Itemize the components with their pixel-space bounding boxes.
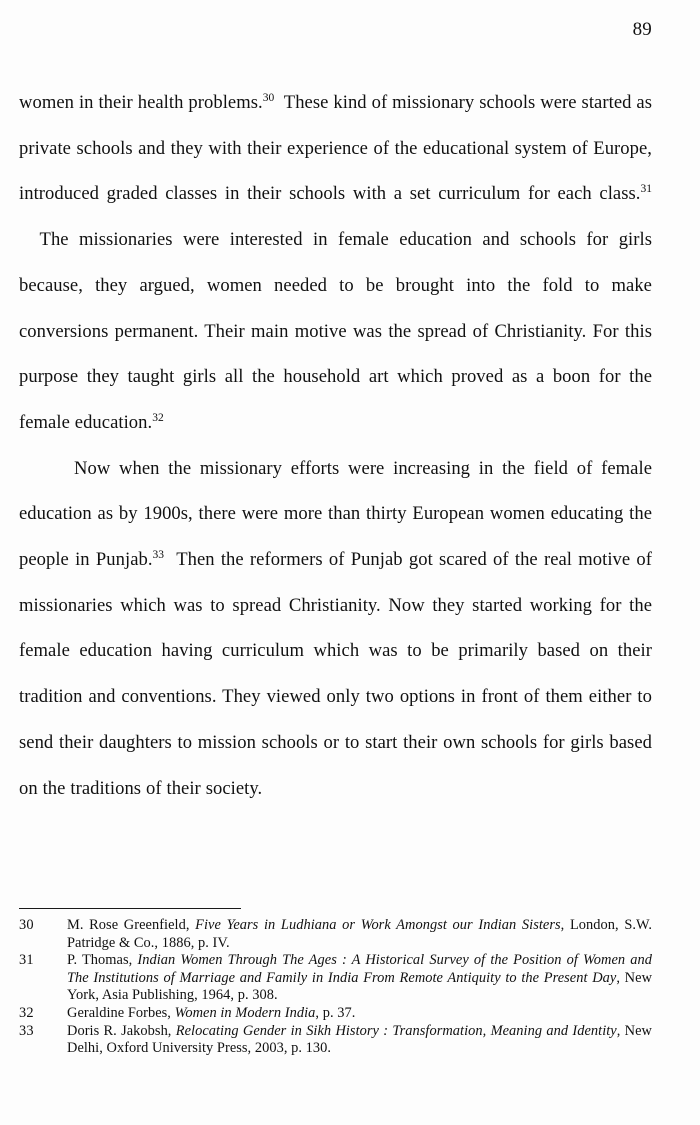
title-italic: Relocating Gender in Sikh History : Transformation, Meaning and Identity (175, 1022, 617, 1039)
text-run: Now when the missionary efforts were increasing in the field of female education as by 1900s, there were more than thirty European women educating the people in Punjab. (19, 457, 652, 571)
footnote-number: 31 (19, 952, 34, 969)
text-run: , New York, Asia Publishing, 1964, p. 308. (67, 969, 653, 1004)
footnote-number: 30 (19, 917, 34, 933)
text-run: , New Delhi, Oxford University Press, 2003, p. 130. (67, 1022, 652, 1057)
body-paragraph (19, 80, 652, 446)
footnote-marker[interactable]: 31 (640, 183, 652, 196)
text-run: The missionaries were interested in female education and schools for girls because, they argued, women needed to be brought into the fold to make conversions permanent. Their main motive was the spread of Christianity. For this purpose they taught girls all the household art which proved as a boon for the female education. (19, 229, 652, 433)
footnote-number: 33 (19, 1022, 34, 1039)
footnote-separator-rule (19, 908, 241, 909)
footnote-entry (19, 1005, 652, 1023)
footnotes-block (19, 908, 652, 1058)
title-italic: Indian Women Through The Ages : A Historical Survey of the Position of Women and The Institutions of Marriage and Family in India From Remote Antiquity to the Present Day (67, 952, 652, 986)
text-run: These kind of missionary schools were started as private schools and they with their experience of the educational system of Europe, introduced graded classes in their schools with a set curriculum for each class. (19, 92, 653, 205)
footnote-entry (19, 917, 652, 952)
footnote-list (19, 917, 652, 1058)
text-run: Then the reformers of Punjab got scared of the real motive of missionaries which was to spread Christianity. Now they started working for the female education having curriculum which was to be primarily based on their tradition and conventions. They viewed only two options in front of them either to send their daughters to mission schools or to start their own schools for girls based on the traditions of their society. (19, 549, 653, 799)
text-run: , p. 37. (315, 1004, 356, 1021)
body-text-block (19, 80, 652, 811)
text-run: Geraldine Forbes, (67, 1004, 175, 1021)
text-run: , London, S.W. Patridge & Co., 1886, p. IV. (67, 917, 652, 951)
footnote-citation-text (67, 1023, 652, 1058)
footnote-citation-text (67, 952, 652, 1005)
footnote-marker[interactable]: 30 (262, 91, 275, 104)
sentence-gap (274, 92, 284, 113)
sentence-gap (164, 549, 176, 570)
title-italic: Women in Modern India (174, 1004, 316, 1021)
text-run: women in their health problems. (19, 92, 263, 113)
text-run: Doris R. Jakobsh, (67, 1022, 176, 1039)
footnote-entry (19, 1023, 652, 1058)
footnote-number: 32 (19, 1004, 34, 1021)
body-paragraph (19, 446, 652, 812)
footnote-citation-text (67, 917, 652, 952)
footnote-marker[interactable]: 32 (152, 411, 164, 424)
title-italic: Five Years in Ludhiana or Work Amongst our Indian Sisters (195, 917, 561, 933)
footnote-entry (19, 952, 652, 1005)
page-number: 89 (632, 19, 652, 40)
text-run: P. Thomas, (67, 952, 138, 969)
footnote-marker[interactable]: 33 (152, 548, 165, 561)
text-run: M. Rose Greenfield, (67, 917, 196, 933)
footnote-citation-text (67, 1005, 652, 1023)
sentence-gap (19, 229, 40, 250)
